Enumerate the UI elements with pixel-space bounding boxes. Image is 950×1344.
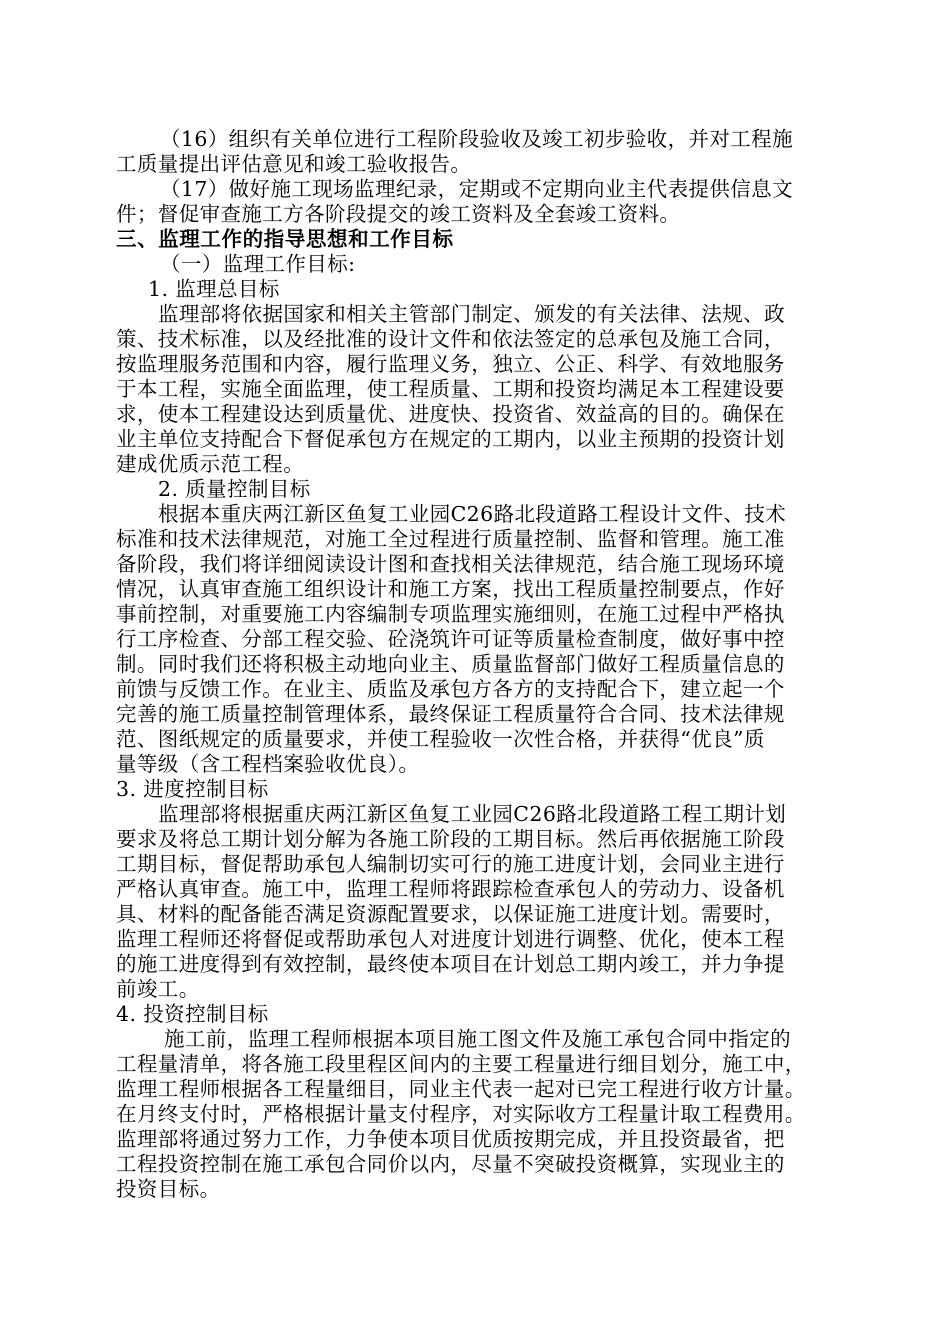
- paragraph-line: 业主单位支持配合下督促承包方在规定的工期内，以业主预期的投资计划: [116, 427, 785, 451]
- item-heading: 2. 质量控制目标: [158, 477, 311, 501]
- paragraph-line: 完善的施工质量控制管理体系，最终保证工程质量符合合同、技术法律规: [116, 702, 785, 726]
- section-heading: 三、监理工作的指导思想和工作目标: [116, 227, 454, 251]
- paragraph-line: （16）组织有关单位进行工程阶段验收及竣工初步验收，并对工程施: [160, 127, 793, 151]
- paragraph-line: 的施工进度得到有效控制，最终使本项目在计划总工期内竣工，并力争提: [116, 952, 785, 976]
- paragraph-line: 监理部将根据重庆两江新区鱼复工业园C26路北段道路工程工期计划: [158, 802, 787, 826]
- paragraph-line: 监理部将依据国家和相关主管部门制定、颁发的有关法律、法规、政: [158, 302, 785, 326]
- paragraph-line: 要求及将总工期计划分解为各施工阶段的工期目标。然后再依据施工阶段: [116, 827, 785, 851]
- paragraph-line: 工期目标，督促帮助承包人编制切实可行的施工进度计划，会同业主进行: [116, 852, 785, 876]
- paragraph-line: 前馈与反馈工作。在业主、质监及承包方各方的支持配合下，建立起一个: [116, 677, 785, 701]
- paragraph-line: （17）做好施工现场监理纪录，定期或不定期向业主代表提供信息文: [160, 177, 793, 201]
- paragraph-line: 工程量清单，将各施工段里程区间内的主要工程量进行细目划分，施工中，: [116, 1052, 806, 1076]
- paragraph-line: 量等级（含工程档案验收优良）。: [116, 752, 420, 776]
- paragraph-line: 在月终支付时，严格根据计量支付程序，对实际收方工程量计取工程费用。: [116, 1102, 806, 1126]
- paragraph-line: 根据本重庆两江新区鱼复工业园C26路北段道路工程设计文件、技术: [158, 502, 787, 526]
- paragraph-line: 工程投资控制在施工承包合同价以内，尽量不突破投资概算，实现业主的: [116, 1152, 785, 1176]
- paragraph-line: 监理工程师根据各工程量细目，同业主代表一起对已完工程进行收方计量。: [116, 1077, 806, 1101]
- paragraph-line: 标准和技术法律规范，对施工全过程进行质量控制、监督和管理。施工准: [116, 527, 785, 551]
- paragraph-line: 按监理服务范围和内容，履行监理义务，独立、公正、科学、有效地服务: [116, 352, 785, 376]
- paragraph-line: 事前控制，对重要施工内容编制专项监理实施细则，在施工过程中严格执: [116, 602, 785, 626]
- paragraph-line: 范、图纸规定的质量要求，并使工程验收一次性合格，并获得“优良”质: [116, 727, 765, 751]
- paragraph-line: 行工序检查、分部工程交验、砼浇筑许可证等质量检查制度，做好事中控: [116, 627, 785, 651]
- paragraph-line: 求，使本工程建设达到质量优、进度快、投资省、效益高的目的。确保在: [116, 402, 785, 426]
- paragraph-line: 具、材料的配备能否满足资源配置要求，以保证施工进度计划。需要时，: [116, 902, 785, 926]
- paragraph-line: 工质量提出评估意见和竣工验收报告。: [116, 152, 472, 176]
- paragraph-line: 施工前，监理工程师根据本项目施工图文件及施工承包合同中指定的: [164, 1027, 791, 1051]
- paragraph-line: 于本工程，实施全面监理，使工程质量、工期和投资均满足本工程建设要: [116, 377, 785, 401]
- item-heading: 3. 进度控制目标: [116, 777, 269, 801]
- paragraph-line: 备阶段，我们将详细阅读设计图和查找相关法律规范，结合施工现场环境: [116, 552, 785, 576]
- paragraph-line: 情况，认真审查施工组织设计和施工方案，找出工程质量控制要点，作好: [116, 577, 785, 601]
- item-heading: 4. 投资控制目标: [116, 1002, 269, 1026]
- paragraph-line: 严格认真审查。施工中，监理工程师将跟踪检查承包人的劳动力、设备机: [116, 877, 785, 901]
- paragraph-line: 前竣工。: [116, 977, 200, 1001]
- subsection-heading: （一）监理工作目标:: [160, 252, 356, 276]
- paragraph-line: 件；督促审查施工方各阶段提交的竣工资料及全套竣工资料。: [116, 202, 681, 226]
- paragraph-line: 制。同时我们还将积极主动地向业主、质量监督部门做好工程质量信息的: [116, 652, 785, 676]
- paragraph-line: 策、技术标准，以及经批准的设计文件和依法签定的总承包及施工合同，: [116, 327, 785, 351]
- item-heading: 1. 监理总目标: [148, 277, 280, 301]
- paragraph-line: 投资目标。: [116, 1177, 221, 1201]
- paragraph-line: 监理工程师还将督促或帮助承包人对进度计划进行调整、优化，使本工程: [116, 927, 785, 951]
- paragraph-line: 监理部将通过努力工作，力争使本项目优质按期完成，并且投资最省，把: [116, 1127, 785, 1151]
- paragraph-line: 建成优质示范工程。: [116, 452, 305, 476]
